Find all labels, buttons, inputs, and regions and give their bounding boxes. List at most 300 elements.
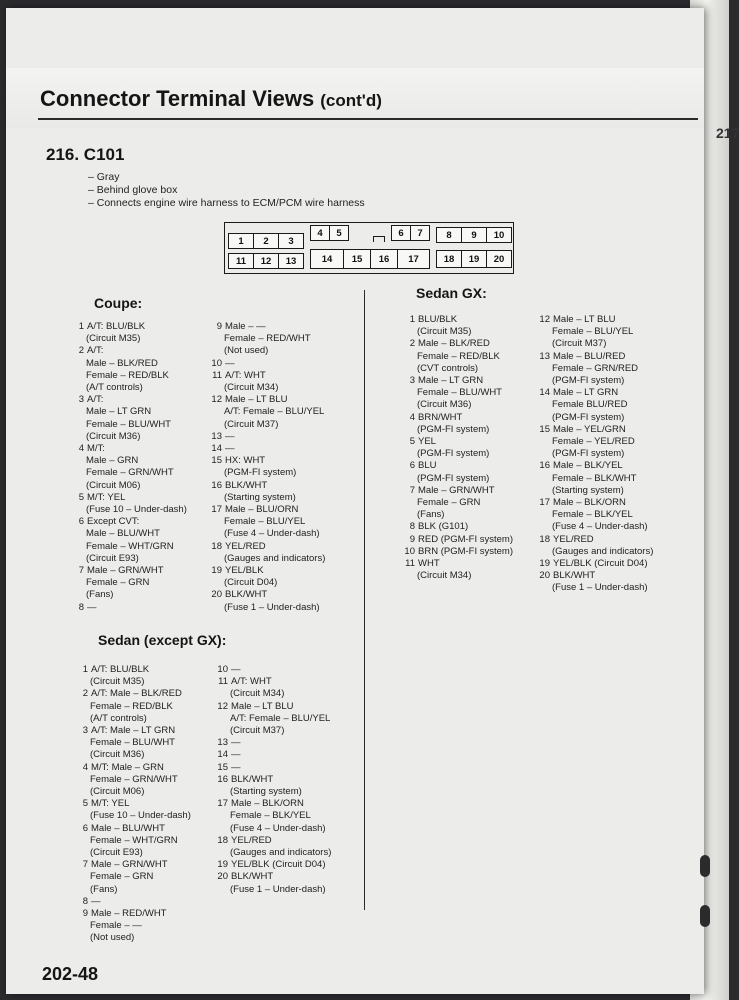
pin-entry xyxy=(538,570,653,594)
pin-entry-first-line xyxy=(216,737,331,749)
pin-entry xyxy=(210,565,325,589)
pin-wire-text: Male – YEL/GRN xyxy=(553,423,626,435)
pin-number: 3 xyxy=(409,375,415,387)
page-title-suffix: (cont'd) xyxy=(320,91,382,110)
pin-entry-line: Male – GRN xyxy=(86,455,139,467)
terminal-5: 5 xyxy=(329,225,349,241)
pin-entry xyxy=(538,351,653,388)
terminal-10: 10 xyxy=(486,227,512,243)
pin-entry-line: (Not used) xyxy=(90,932,135,944)
pin-entry xyxy=(538,314,653,351)
pin-wire-text: Male – GRN/WHT xyxy=(418,484,495,496)
pin-entry-line: (PGM-FI system) xyxy=(552,411,625,423)
pin-wire-text: Male – LT BLU xyxy=(553,314,616,325)
pin-number: 9 xyxy=(82,908,88,920)
pin-wire-text: Male – LT GRN xyxy=(418,375,484,387)
terminal-4: 4 xyxy=(310,225,330,241)
pin-entry-first-line xyxy=(403,546,513,558)
pin-entry xyxy=(72,492,187,516)
pin-entry xyxy=(403,338,513,375)
pin-entry xyxy=(216,749,331,761)
pin-wire-text: A/T: BLU/BLK xyxy=(87,321,146,332)
pin-entry xyxy=(210,541,325,565)
pin-wire-text: — xyxy=(231,749,241,761)
pin-entry-line: (Fuse 1 – Under-dash) xyxy=(552,582,648,594)
pin-entry xyxy=(538,558,653,570)
terminal-13: 13 xyxy=(278,253,304,269)
pin-entry-line: Female – BLU/WHT xyxy=(86,418,171,430)
pin-number: 7 xyxy=(78,565,84,577)
pin-wire-text: BLK/WHT xyxy=(225,479,268,491)
pin-entry xyxy=(403,375,513,412)
pin-entry-first-line xyxy=(76,725,191,737)
pin-number: 19 xyxy=(211,565,222,577)
pin-entry-first-line xyxy=(210,541,325,553)
pin-entry xyxy=(216,798,331,835)
pin-entry-first-line xyxy=(76,762,191,774)
pin-wire-text: Male – BLU/WHT xyxy=(91,822,165,834)
pin-entry-line: Female – GRN xyxy=(86,577,150,589)
pin-entry xyxy=(403,412,513,436)
pin-number: 5 xyxy=(78,491,84,503)
pin-entry xyxy=(216,676,331,700)
pin-entry xyxy=(216,774,331,798)
pin-entry-first-line xyxy=(216,664,331,676)
pin-wire-text: Male – RED/WHT xyxy=(91,908,167,920)
pin-entry-first-line xyxy=(210,443,325,455)
pin-entry xyxy=(210,394,325,431)
pin-entry-first-line xyxy=(76,688,191,700)
pin-entry-first-line xyxy=(538,534,653,546)
pin-entry-line: (A/T controls) xyxy=(90,712,147,724)
pin-entry xyxy=(72,394,187,443)
pin-entry xyxy=(72,516,187,565)
pin-entry-first-line xyxy=(210,455,325,467)
pin-wire-text: Male – BLK/RED xyxy=(418,338,490,350)
pin-entry-line: (Fuse 1 – Under-dash) xyxy=(230,883,326,895)
pin-entry-line: (PGM-FI system) xyxy=(417,423,490,435)
binder-hole xyxy=(700,905,710,927)
pin-entry-line: (Circuit M37) xyxy=(552,338,607,350)
pin-entry-line: Female – RED/WHT xyxy=(224,333,311,345)
pin-entry xyxy=(210,358,325,370)
pin-wire-text: BLK/WHT xyxy=(553,570,596,582)
pin-number: 20 xyxy=(217,871,228,883)
pin-entry xyxy=(76,725,191,762)
pin-entry-first-line xyxy=(403,314,513,326)
pin-number: 4 xyxy=(409,411,415,423)
pin-wire-text: Male – LT BLU xyxy=(231,700,294,712)
adjacent-page-number: 217 xyxy=(716,125,739,141)
pin-entry-first-line xyxy=(403,375,513,387)
pin-entry-first-line xyxy=(403,485,513,497)
pin-wire-text: Male – GRN/WHT xyxy=(91,859,168,871)
pin-number: 11 xyxy=(212,369,222,381)
pin-wire-text: BRN/WHT xyxy=(418,411,463,423)
pin-number: 11 xyxy=(405,558,415,570)
pin-entry xyxy=(216,737,331,749)
pin-number: 14 xyxy=(211,443,222,455)
pin-entry-line: (Circuit E93) xyxy=(90,847,143,859)
pin-number: 14 xyxy=(217,749,228,761)
pin-number: 18 xyxy=(217,834,228,846)
pin-entry-line: (Fuse 1 – Under-dash) xyxy=(224,601,320,613)
pin-number: 1 xyxy=(78,321,84,332)
pin-entry xyxy=(76,664,191,688)
pin-number: 7 xyxy=(82,859,88,871)
pin-number: 18 xyxy=(539,533,550,545)
pin-entry-first-line xyxy=(216,676,331,688)
terminal-2: 2 xyxy=(253,233,279,249)
terminal-11: 11 xyxy=(228,253,254,269)
pin-number: 2 xyxy=(82,688,88,700)
pin-number: 13 xyxy=(211,430,222,442)
page-title-text: Connector Terminal Views xyxy=(40,86,315,111)
pin-wire-text: WHT xyxy=(418,558,440,570)
pin-entry-line: (Circuit M35) xyxy=(86,333,141,345)
pin-entry-first-line xyxy=(210,565,325,577)
pin-wire-text: YEL/BLK xyxy=(225,565,264,577)
pin-entry-first-line xyxy=(210,370,325,382)
pin-entry-first-line xyxy=(216,835,331,847)
pin-wire-text: BLK/WHT xyxy=(231,871,274,883)
pin-entry-first-line xyxy=(403,521,513,533)
terminal-7: 7 xyxy=(410,225,430,241)
pin-entry-line: Female – YEL/RED xyxy=(552,436,635,448)
pin-entry-first-line xyxy=(76,664,191,676)
terminal-18: 18 xyxy=(436,250,462,268)
pin-number: 6 xyxy=(82,822,88,834)
pin-number: 2 xyxy=(78,345,84,357)
pin-entry xyxy=(76,798,191,822)
manual-page xyxy=(6,8,704,994)
pin-number: 5 xyxy=(82,798,88,810)
pin-entry-first-line xyxy=(72,443,187,455)
pin-number: 9 xyxy=(409,533,415,545)
pin-entry-first-line xyxy=(538,570,653,582)
pin-entry-line: (Circuit M36) xyxy=(86,430,141,442)
description-line: – Connects engine wire harness to ECM/PCM wire harness xyxy=(88,197,365,209)
pin-entry xyxy=(72,443,187,492)
pin-entry-line: Male – LT GRN xyxy=(86,406,152,418)
pin-entry-first-line xyxy=(538,387,653,399)
pin-entry-line: Female – BLK/WHT xyxy=(552,472,637,484)
pin-entry-line: (Fuse 4 – Under-dash) xyxy=(230,822,326,834)
pin-entry-first-line xyxy=(210,504,325,516)
pin-wire-text: Male – LT BLU xyxy=(225,394,288,406)
pin-number: 5 xyxy=(409,436,415,448)
pin-entry xyxy=(76,823,191,860)
pin-entry-first-line xyxy=(216,871,331,883)
pin-entry-first-line xyxy=(76,908,191,920)
pin-number: 6 xyxy=(409,460,415,472)
pin-entry-first-line xyxy=(76,798,191,810)
pin-entry-first-line xyxy=(403,534,513,546)
pin-entry xyxy=(210,321,325,358)
pin-wire-text: Male – LT GRN xyxy=(553,387,619,399)
pin-entry xyxy=(72,565,187,602)
pin-wire-text: M/T: YEL xyxy=(87,491,126,503)
pin-entry-first-line xyxy=(210,431,325,443)
pin-entry-line: (Starting system) xyxy=(224,491,296,503)
pin-number: 13 xyxy=(539,350,550,362)
pin-wire-text: A/T: xyxy=(87,345,104,357)
pin-wire-text: A/T: BLU/BLK xyxy=(91,664,150,675)
section-title: 216. C101 xyxy=(46,145,125,164)
pin-entry xyxy=(538,424,653,461)
pin-entry-line: (Fans) xyxy=(90,883,118,895)
pin-entry xyxy=(210,431,325,443)
pin-number: 9 xyxy=(216,321,222,332)
pin-entry-first-line xyxy=(216,701,331,713)
pin-number: 14 xyxy=(539,387,550,399)
pin-entry-line: (PGM-FI system) xyxy=(417,448,490,460)
pin-entry-line: (Circuit D04) xyxy=(224,577,278,589)
pin-entry-line: (Circuit M36) xyxy=(417,399,472,411)
pin-entry-line: A/T: Female – BLU/YEL xyxy=(224,406,325,418)
pin-entry xyxy=(538,534,653,558)
pin-wire-text: Male – — xyxy=(225,321,266,332)
terminal-16: 16 xyxy=(370,249,398,269)
pin-entry-line: (Circuit M37) xyxy=(224,418,279,430)
terminal-8: 8 xyxy=(436,227,462,243)
pin-number: 19 xyxy=(539,558,550,570)
pin-entry xyxy=(403,436,513,460)
pin-wire-text: BRN (PGM-FI system) xyxy=(418,545,513,557)
pin-wire-text: M/T: YEL xyxy=(91,798,130,810)
pin-wire-text: A/T: xyxy=(87,394,104,406)
pin-number: 17 xyxy=(539,497,550,509)
pin-wire-text: YEL xyxy=(418,436,436,448)
pin-number: 13 xyxy=(217,737,228,749)
pin-wire-text: HX: WHT xyxy=(225,455,266,467)
pin-entry xyxy=(210,480,325,504)
pin-number: 12 xyxy=(539,314,550,325)
pin-number: 3 xyxy=(78,394,84,406)
terminal-12: 12 xyxy=(253,253,279,269)
terminal-14: 14 xyxy=(310,249,344,269)
pin-entry-first-line xyxy=(538,558,653,570)
pin-entry-first-line xyxy=(538,351,653,363)
pin-wire-text: — xyxy=(231,737,241,749)
pin-entry-first-line xyxy=(72,321,187,333)
pin-wire-text: YEL/RED xyxy=(225,540,266,552)
pin-number: 19 xyxy=(217,859,228,871)
pin-wire-text: BLU/BLK xyxy=(418,314,458,325)
connector-key xyxy=(373,236,385,242)
pin-entry-first-line xyxy=(216,749,331,761)
pin-entry xyxy=(216,701,331,738)
pin-entry xyxy=(403,460,513,484)
pin-entry-first-line xyxy=(72,565,187,577)
pin-entry xyxy=(72,602,187,614)
pin-entry-line: (PGM-FI system) xyxy=(224,467,297,479)
page-title xyxy=(40,86,382,112)
pin-wire-text: Male – BLK/ORN xyxy=(553,497,626,509)
pin-wire-text: — xyxy=(225,430,235,442)
pin-number: 4 xyxy=(82,761,88,773)
pin-entry-line: (Starting system) xyxy=(552,484,624,496)
pin-wire-text: — xyxy=(231,761,241,773)
pin-wire-text: Male – GRN/WHT xyxy=(87,565,164,577)
pin-entry xyxy=(538,387,653,424)
pin-wire-text: YEL/RED xyxy=(553,533,594,545)
coupe-title: Coupe: xyxy=(94,295,143,311)
pin-number: 4 xyxy=(78,443,84,455)
pin-wire-text: — xyxy=(225,443,235,455)
pin-entry-first-line xyxy=(216,762,331,774)
pin-entry-first-line xyxy=(72,602,187,614)
pin-entry-line: Female – RED/BLK xyxy=(90,700,173,712)
pin-entry-line: (PGM-FI system) xyxy=(417,472,490,484)
pin-number: 1 xyxy=(409,314,415,325)
pin-entry-first-line xyxy=(76,896,191,908)
pin-entry-first-line xyxy=(76,823,191,835)
pin-entry-line: Female – GRN/RED xyxy=(552,362,639,374)
pin-entry-first-line xyxy=(216,798,331,810)
pin-entry-line: (Fuse 4 – Under-dash) xyxy=(224,528,320,540)
pin-entry-first-line xyxy=(72,394,187,406)
terminal-17: 17 xyxy=(397,249,430,269)
pin-entry-line: (Circuit M34) xyxy=(417,570,472,582)
pin-entry xyxy=(216,835,331,859)
pin-wire-text: Male – BLU/RED xyxy=(553,350,626,362)
pin-number: 15 xyxy=(539,423,550,435)
pin-entry-line: A/T: Female – BLU/YEL xyxy=(230,712,331,724)
pin-entry-first-line xyxy=(538,460,653,472)
coupe-col2 xyxy=(210,321,325,614)
terminal-20: 20 xyxy=(486,250,512,268)
pin-entry-line: Female – BLU/YEL xyxy=(552,326,634,338)
pin-entry xyxy=(216,762,331,774)
pin-number: 10 xyxy=(217,664,228,675)
pin-entry-line: (Fans) xyxy=(417,509,445,521)
pin-entry xyxy=(216,871,331,895)
pin-entry-first-line xyxy=(210,394,325,406)
pin-entry-first-line xyxy=(210,358,325,370)
pin-wire-text: BLK (G101) xyxy=(418,521,469,533)
pin-number: 8 xyxy=(409,521,415,533)
pin-wire-text: A/T: Male – LT GRN xyxy=(91,725,176,737)
terminal-19: 19 xyxy=(461,250,487,268)
binder-hole xyxy=(700,855,710,877)
pin-entry xyxy=(403,485,513,522)
pin-entry-first-line xyxy=(210,589,325,601)
pin-number: 17 xyxy=(217,798,228,810)
pin-entry-line: (Circuit M34) xyxy=(224,382,279,394)
terminal-6: 6 xyxy=(391,225,411,241)
pin-entry-line: (Gauges and indicators) xyxy=(230,847,332,859)
pin-entry-first-line xyxy=(216,859,331,871)
pin-entry-line: (Starting system) xyxy=(230,786,302,798)
pin-entry xyxy=(210,589,325,613)
coupe-col1 xyxy=(72,321,187,614)
pin-wire-text: Except CVT: xyxy=(87,516,140,528)
pin-number: 8 xyxy=(82,895,88,907)
pin-entry xyxy=(210,455,325,479)
pin-entry xyxy=(76,896,191,908)
pin-wire-text: Male – BLK/YEL xyxy=(553,460,623,472)
sedan-except-gx-col2 xyxy=(216,664,331,896)
pin-entry-first-line xyxy=(403,436,513,448)
pin-number: 7 xyxy=(409,484,415,496)
pin-entry xyxy=(403,314,513,338)
pin-number: 10 xyxy=(404,545,415,557)
sedan-except-gx-col1 xyxy=(76,664,191,945)
pin-entry-line: (Circuit M06) xyxy=(90,786,145,798)
pin-entry-line: (PGM-FI system) xyxy=(552,448,625,460)
pin-entry-line: (Circuit M36) xyxy=(90,749,145,761)
pin-wire-text: Male – BLK/ORN xyxy=(231,798,304,810)
pin-entry-line: Female – BLK/YEL xyxy=(230,810,311,822)
pin-entry-first-line xyxy=(403,412,513,424)
pin-entry-line: (Fuse 10 – Under-dash) xyxy=(90,810,191,822)
pin-entry-line: Female – — xyxy=(90,920,142,932)
pin-entry-line: (Circuit M37) xyxy=(230,725,285,737)
pin-wire-text: A/T: WHT xyxy=(225,369,266,381)
pin-entry-line: (Circuit M06) xyxy=(86,479,141,491)
pin-entry xyxy=(72,321,187,345)
terminal-1: 1 xyxy=(228,233,254,249)
pin-wire-text: YEL/BLK (Circuit D04) xyxy=(231,859,326,871)
pin-entry xyxy=(403,534,513,546)
pin-entry-line: Male – BLK/RED xyxy=(86,357,158,369)
pin-entry-line: Female – RED/BLK xyxy=(86,369,169,381)
pin-entry-line: Female – GRN/WHT xyxy=(86,467,174,479)
pin-number: 11 xyxy=(218,676,228,688)
pin-number: 16 xyxy=(539,460,550,472)
pin-entry-first-line xyxy=(538,497,653,509)
pin-entry xyxy=(538,460,653,497)
pin-entry xyxy=(76,762,191,799)
terminal-15: 15 xyxy=(343,249,371,269)
sedan-except-gx-title: Sedan (except GX): xyxy=(98,632,227,648)
pin-entry-line: (Fuse 10 – Under-dash) xyxy=(86,504,187,516)
pin-entry xyxy=(210,504,325,541)
pin-entry-first-line xyxy=(210,321,325,333)
pin-number: 16 xyxy=(211,479,222,491)
pin-entry xyxy=(216,859,331,871)
pin-entry-first-line xyxy=(210,480,325,492)
pin-entry-line: (PGM-FI system) xyxy=(552,375,625,387)
pin-entry-first-line xyxy=(403,460,513,472)
pin-entry-first-line xyxy=(72,516,187,528)
pin-entry xyxy=(72,345,187,394)
pin-entry-line: Female – RED/BLK xyxy=(417,350,500,362)
pin-number: 12 xyxy=(217,700,228,712)
pin-entry-line: Male – BLU/WHT xyxy=(86,528,160,540)
pin-entry-line: Female BLU/RED xyxy=(552,399,628,411)
pin-entry-first-line xyxy=(72,492,187,504)
pin-number: 15 xyxy=(211,455,222,467)
pin-entry xyxy=(403,558,513,582)
pin-entry xyxy=(403,546,513,558)
sedan-gx-title: Sedan GX: xyxy=(416,285,487,301)
pin-wire-text: — xyxy=(91,895,101,907)
pin-number: 17 xyxy=(211,504,222,516)
pin-entry-line: (Fuse 4 – Under-dash) xyxy=(552,521,648,533)
description-line: – Behind glove box xyxy=(88,184,178,196)
pin-wire-text: YEL/BLK (Circuit D04) xyxy=(553,558,648,570)
pin-wire-text: RED (PGM-FI system) xyxy=(418,533,513,545)
pin-entry-line: Female – WHT/GRN xyxy=(86,540,174,552)
section-description xyxy=(88,171,365,210)
description-line: – Gray xyxy=(88,171,120,183)
pin-number: 10 xyxy=(211,357,222,369)
pin-entry-first-line xyxy=(403,338,513,350)
pin-entry-line: Female – GRN xyxy=(90,871,154,883)
sedan-gx-col1 xyxy=(403,314,513,582)
